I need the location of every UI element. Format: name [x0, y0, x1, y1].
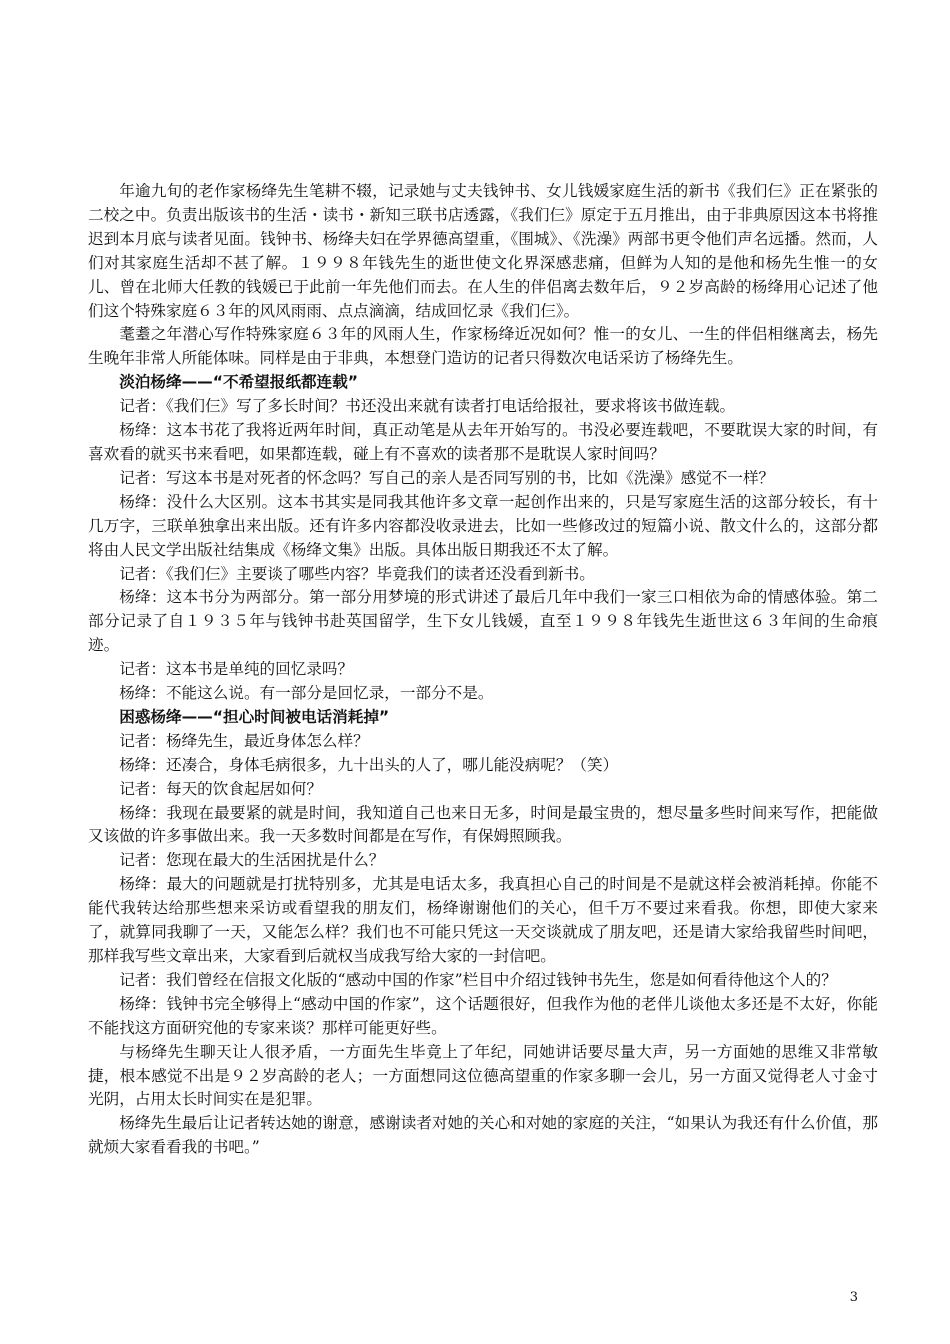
paragraph: 记者：这本书是单纯的回忆录吗？ [119, 660, 354, 679]
paragraph: 记者：我们曾经在信报文化版的“感动中国的作家”栏目中介绍过钱钟书先生，您是如何看待他这个人的？ [119, 970, 837, 989]
paragraph: 杨绛：还凑合，身体毛病很多，九十出头的人了，哪儿能没病呢？（笑） [119, 755, 619, 774]
paragraph: 杨绛：最大的问题就是打扰特别多，尤其是电话太多，我真担心自己的时间是不是就这样会被消耗掉。你能不能代我转达给那些想来采访或看望我的朋友们，杨绛谢谢他们的关心，但千万不要过来看我。你想，即使大家来了，就算同我聊了一天，又能怎么样？我们也不可能只凭这一天交谈就成了朋友吧，还是请大家给我留些时间吧，那样我写些文章出来，大家看到后就权当成我写给大家的一封信吧。 [88, 875, 878, 965]
paragraph: 与杨绛先生聊天让人很矛盾，一方面先生毕竟上了年纪，同她讲话要尽量大声，另一方面她的思维又非常敏捷，根本感觉不出是９２岁高龄的老人；一方面想同这位德高望重的作家多聊一会儿，另一方面又觉得老人寸金寸光阴，占用太长时间实在是犯罪。 [88, 1042, 878, 1109]
paragraph: 记者：您现在最大的生活困扰是什么？ [119, 851, 385, 870]
paragraph: 杨绛：这本书花了我将近两年时间，真正动笔是从去年开始写的。书没必要连载吧，不要耽误大家的时间，有喜欢看的就买书来看吧，如果都连载，碰上有不喜欢的读者那不是耽误人家时间吗？ [88, 421, 878, 463]
paragraph: 杨绛：钱钟书完全够得上“感动中国的作家”，这个话题很好，但我作为他的老伴儿谈他太多还是不太好，你能不能找这方面研究他的专家来谈？那样可能更好些。 [88, 994, 878, 1037]
paragraph: 杨绛：这本书分为两部分。第一部分用梦境的形式讲述了最后几年中我们一家三口相依为命的情感体验。第二部分记录了自１９３５年与钱钟书赴英国留学，生下女儿钱媛，直至１９９８年钱先生逝世这６３年间的生命痕迹。 [88, 588, 878, 655]
page-number: 3 [849, 1290, 858, 1305]
paragraph: 杨绛：不能这么说。有一部分是回忆录，一部分不是。 [119, 684, 494, 703]
paragraph: 杨绛：没什么大区别。这本书其实是同我其他许多文章一起创作出来的，只是写家庭生活的这部分较长，有十几万字，三联单独拿出来出版。还有许多内容都没收录进去，比如一些修改过的短篇小说、散文什么的，这部分都将由人民文学出版社结集成《杨绛文集》出版。具体出版日期我还不太了解。 [88, 492, 878, 559]
paragraph: 记者：杨绛先生，最近身体怎么样？ [119, 731, 369, 750]
paragraph: 杨绛先生最后让记者转达她的谢意，感谢读者对她的关心和对她的家庭的关注，“如果认为我还有什么价值，那就烦大家看看我的书吧。” [88, 1114, 878, 1157]
paragraph: 记者：每天的饮食起居如何？ [119, 779, 322, 798]
paragraph: 记者：《我们仨》写了多长时间？书还没出来就有读者打电话给报社，要求将该书做连载。 [119, 397, 736, 416]
section-heading: 困惑杨绛——“担心时间被电话消耗掉” [119, 707, 390, 726]
paragraph: 记者：《我们仨》主要谈了哪些内容？毕竟我们的读者还没看到新书。 [119, 564, 595, 583]
paragraph: 杨绛：我现在最要紧的就是时间，我知道自己也来日无多，时间是最宝贵的，想尽量多些时间来写作，把能做又该做的许多事做出来。我一天多数时间都是在写作，有保姆照顾我。 [88, 803, 878, 846]
article-body [88, 180, 878, 1160]
paragraph: 记者：写这本书是对死者的怀念吗？写自己的亲人是否同写别的书，比如《洗澡》感觉不一样？ [119, 468, 775, 487]
paragraph: 年逾九旬的老作家杨绛先生笔耕不辍，记录她与丈夫钱钟书、女儿钱媛家庭生活的新书《我们仨》正在紧张的二校之中。负责出版该书的生活・读书・新知三联书店透露，《我们仨》原定于五月推出，由于非典原因这本书将推迟到本月底与读者见面。钱钟书、杨绛夫妇在学界德高望重，《围城》、《洗澡》两部书更令他们声名远播。然而，人们对其家庭生活却不甚了解。１９９８年钱先生的逝世使文化界深感悲痛，但鲜为人知的是他和杨先生惟一的女儿、曾在北师大任教的钱媛已于此前一年先他们而去。在人生的伴侣离去数年后，９２岁高龄的杨绛用心记述了他们这个特殊家庭６３年的风风雨雨、点点滴滴，结成回忆录《我们仨》。 [88, 182, 878, 320]
paragraph: 耄耋之年潜心写作特殊家庭６３年的风雨人生，作家杨绛近况如何？惟一的女儿、一生的伴侣相继离去，杨先生晚年非常人所能体味。同样是由于非典，本想登门造访的记者只得数次电话采访了杨绛先生。 [88, 325, 878, 368]
section-heading: 淡泊杨绛——“不希望报纸都连载” [119, 373, 358, 392]
